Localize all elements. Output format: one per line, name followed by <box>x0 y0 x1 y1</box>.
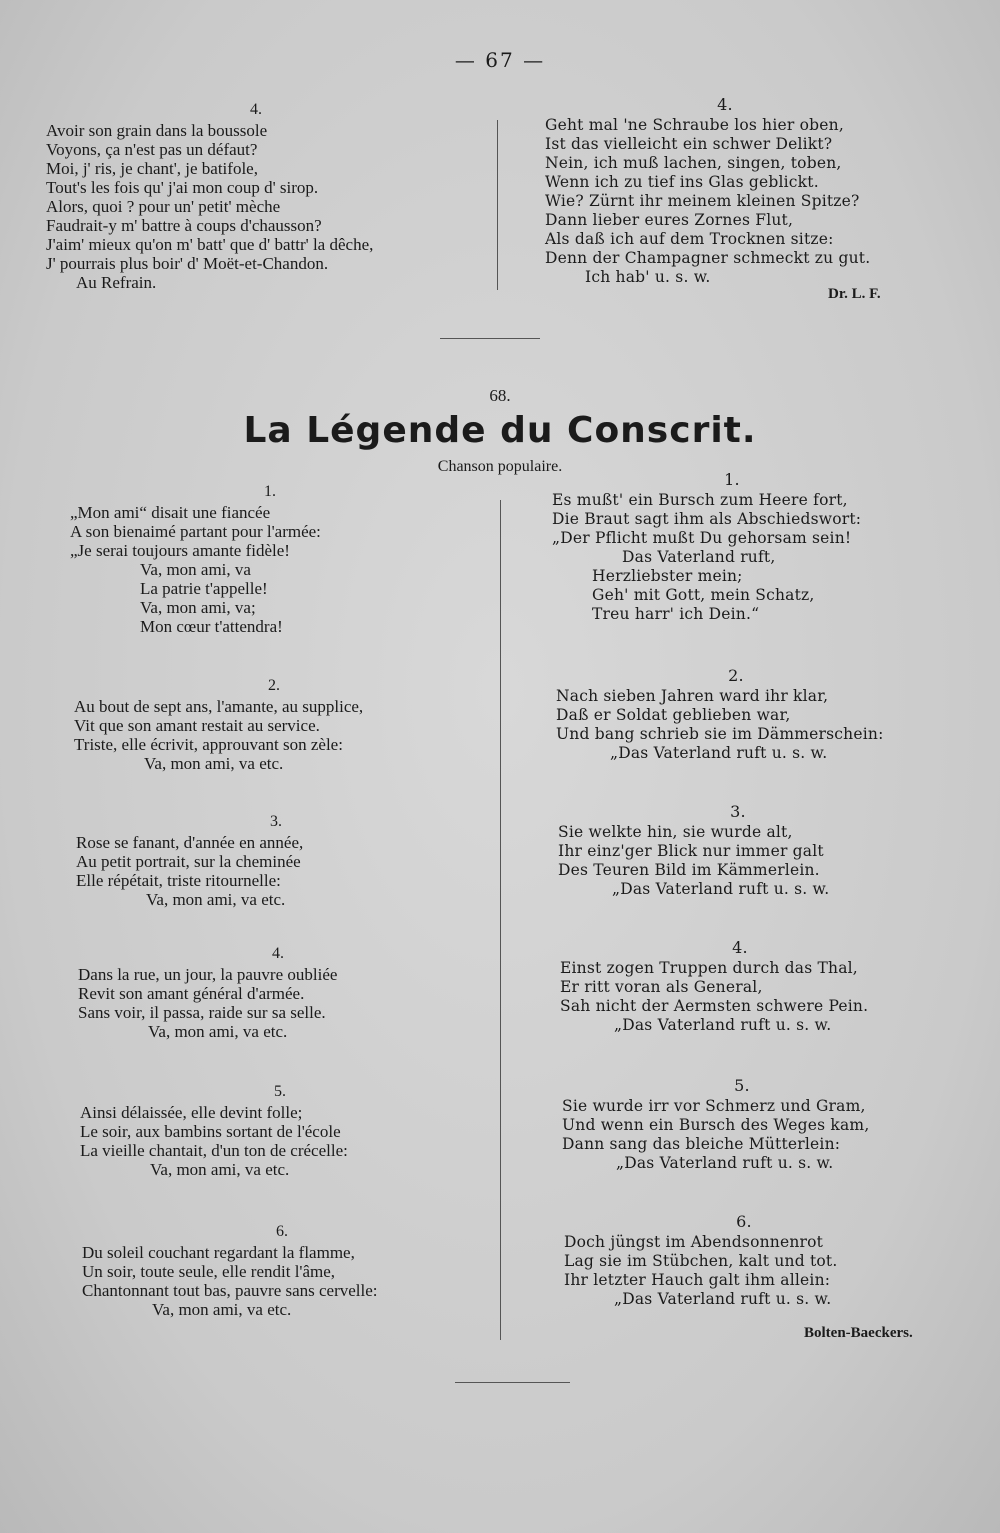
de-stanza-5 <box>562 1076 962 1173</box>
refrain-line: Va, mon ami, va etc. <box>152 1300 292 1319</box>
refrain-line: „Das Vaterland ruft u. s. w. <box>614 1290 832 1308</box>
refrain-line: Va, mon ami, va etc. <box>146 890 286 909</box>
verse-line: Sie welkte hin, sie wurde alt, <box>558 823 793 841</box>
verse-line: Ihr einz'ger Blick nur immer galt <box>558 842 824 860</box>
verse-line: Un soir, toute seule, elle rendit l'âme, <box>82 1262 336 1281</box>
verse-line: „Der Pflicht mußt Du gehorsam sein! <box>552 529 852 547</box>
fr-stanza-1 <box>70 482 480 636</box>
de-stanza-1 <box>552 470 952 624</box>
verse-line: Elle répétait, triste ritournelle: <box>76 871 281 890</box>
verse-line: Doch jüngst im Abendsonnenrot <box>564 1233 824 1251</box>
top-right-stanza <box>545 95 945 287</box>
signature: Dr. L. F. <box>828 286 881 302</box>
column-divider-main <box>500 500 501 1340</box>
stanza-number: 1. <box>724 470 740 489</box>
fr-stanza-5 <box>80 1082 490 1179</box>
verse-line: Und wenn ein Bursch des Weges kam, <box>562 1116 870 1134</box>
verse-line: La vieille chantait, d'un ton de crécelle: <box>80 1141 348 1160</box>
stanza-number: 4. <box>272 945 284 962</box>
verse-line: Geht mal 'ne Schraube los hier oben, <box>545 116 844 134</box>
verse-line: Le soir, aux bambins sortant de l'école <box>80 1122 341 1141</box>
top-left-stanza <box>46 100 486 292</box>
verse-line: Lag sie im Stübchen, kalt und tot. <box>564 1252 838 1270</box>
fr-stanza-4 <box>78 944 488 1041</box>
verse-line: Moi, j' ris, je chant', je batifole, <box>46 159 258 178</box>
de-stanza-4 <box>560 938 960 1035</box>
song-number: 68. <box>489 386 511 405</box>
stanza-number: 4. <box>250 101 262 118</box>
refrain-line: Mon cœur t'attendra! <box>140 617 283 636</box>
verse-line: Nein, ich muß lachen, singen, toben, <box>545 154 842 172</box>
verse-line: J' pourrais plus boir' d' Moët-et-Chandon. <box>46 254 329 273</box>
refrain-line: La patrie t'appelle! <box>140 579 268 598</box>
verse-line: Er ritt voran als General, <box>560 978 763 996</box>
stanza-number: 2. <box>728 666 744 685</box>
refrain-line: „Das Vaterland ruft u. s. w. <box>616 1154 834 1172</box>
stanza-number: 4. <box>717 95 733 114</box>
fr-stanza-3 <box>76 812 486 909</box>
verse-line: Denn der Champagner schmeckt zu gut. <box>545 249 871 267</box>
verse-line: Dans la rue, un jour, la pauvre oubliée <box>78 965 338 984</box>
verse-line: Ich hab' u. s. w. <box>585 268 711 286</box>
verse-line: Alors, quoi ? pour un' petit' mèche <box>46 197 281 216</box>
verse-line: Au bout de sept ans, l'amante, au supplice, <box>74 697 364 716</box>
verse-line: Au petit portrait, sur la cheminée <box>76 852 301 871</box>
verse-line: Revit son amant général d'armée. <box>78 984 305 1003</box>
verse-line: A son bienaimé partant pour l'armée: <box>70 522 321 541</box>
verse-line: „Mon ami“ disait une fiancée <box>70 503 271 522</box>
verse-line: Es mußt' ein Bursch zum Heere fort, <box>552 491 848 509</box>
column-divider-top <box>497 120 498 290</box>
stanza-number: 3. <box>270 813 282 830</box>
verse-line: Triste, elle écrivit, approuvant son zèle: <box>74 735 343 754</box>
verse-line: Chantonnant tout bas, pauvre sans cervelle: <box>82 1281 378 1300</box>
refrain-line: Treu harr' ich Dein.“ <box>592 605 760 623</box>
song-subtitle: Chanson populaire. <box>437 458 563 475</box>
de-stanza-3 <box>558 802 958 899</box>
stanza-number: 5. <box>274 1083 286 1100</box>
refrain-line: Geh' mit Gott, mein Schatz, <box>592 586 815 604</box>
verse-line: Einst zogen Truppen durch das Thal, <box>560 959 858 977</box>
stanza-number: 6. <box>276 1223 288 1240</box>
refrain-line: „Das Vaterland ruft u. s. w. <box>610 744 828 762</box>
verse-line: Avoir son grain dans la boussole <box>46 121 268 140</box>
refrain-note: Au Refrain. <box>76 273 157 292</box>
verse-line: Ihr letzter Hauch galt ihm allein: <box>564 1271 831 1289</box>
refrain-line: Va, mon ami, va etc. <box>148 1022 288 1041</box>
verse-line: Du soleil couchant regardant la flamme, <box>82 1243 355 1262</box>
refrain-line: Va, mon ami, va; <box>140 598 256 617</box>
stanza-number: 2. <box>268 677 280 694</box>
verse-line: Sans voir, il passa, raide sur sa selle. <box>78 1003 326 1022</box>
verse-line: Vit que son amant restait au service. <box>74 716 320 735</box>
fr-stanza-2 <box>74 676 484 773</box>
verse-line: Des Teuren Bild im Kämmerlein. <box>558 861 820 879</box>
page-number: — 67 — <box>454 48 546 72</box>
verse-line: Sie wurde irr vor Schmerz und Gram, <box>562 1097 866 1115</box>
stanza-number: 3. <box>730 802 746 821</box>
stanza-number: 1. <box>264 483 276 500</box>
refrain-line: „Das Vaterland ruft u. s. w. <box>614 1016 832 1034</box>
verse-line: Als daß ich auf dem Trocknen sitze: <box>545 230 834 248</box>
refrain-line: Herzliebster mein; <box>592 567 743 585</box>
verse-line: J'aim' mieux qu'on m' batt' que d' battr' la dêche, <box>46 235 374 254</box>
verse-line: Voyons, ça n'est pas un défaut? <box>46 140 258 159</box>
verse-line: Ainsi délaissée, elle devint folle; <box>80 1103 303 1122</box>
verse-line: Und bang schrieb sie im Dämmerschein: <box>556 725 884 743</box>
fr-stanza-6 <box>82 1222 492 1319</box>
verse-line: Faudrait-y m' battre à coups d'chausson? <box>46 216 322 235</box>
refrain-line: Va, mon ami, va <box>140 560 251 579</box>
verse-line: Wenn ich zu tief ins Glas geblickt. <box>545 173 819 191</box>
verse-line: Die Braut sagt ihm als Abschiedswort: <box>552 510 862 528</box>
stanza-number: 5. <box>734 1076 750 1095</box>
verse-line: Wie? Zürnt ihr meinem kleinen Spitze? <box>545 192 860 210</box>
verse-line: „Je serai toujours amante fidèle! <box>70 541 290 560</box>
verse-line: Ist das vielleicht ein schwer Delikt? <box>545 135 833 153</box>
verse-line: Daß er Soldat geblieben war, <box>556 706 791 724</box>
verse-line: Dann sang das bleiche Mütterlein: <box>562 1135 841 1153</box>
refrain-line: Va, mon ami, va etc. <box>150 1160 290 1179</box>
stanza-number: 6. <box>736 1212 752 1231</box>
verse-line: Dann lieber eures Zornes Flut, <box>545 211 794 229</box>
de-stanza-2 <box>556 666 956 763</box>
stanza-number: 4. <box>732 938 748 957</box>
refrain-line: „Das Vaterland ruft u. s. w. <box>612 880 830 898</box>
verse-line: Nach sieben Jahren ward ihr klar, <box>556 687 829 705</box>
song-title: La Légende du Conscrit. <box>243 410 757 451</box>
bottom-divider <box>455 1382 570 1383</box>
verse-line: Sah nicht der Aermsten schwere Pein. <box>560 997 869 1015</box>
de-stanza-6 <box>564 1212 964 1309</box>
section-divider <box>440 338 540 339</box>
refrain-line: Va, mon ami, va etc. <box>144 754 284 773</box>
verse-line: Tout's les fois qu' j'ai mon coup d' sirop. <box>46 178 319 197</box>
verse-line: Rose se fanant, d'année en année, <box>76 833 304 852</box>
author-credit: Bolten-Baeckers. <box>804 1325 913 1341</box>
refrain-line: Das Vaterland ruft, <box>622 548 776 566</box>
